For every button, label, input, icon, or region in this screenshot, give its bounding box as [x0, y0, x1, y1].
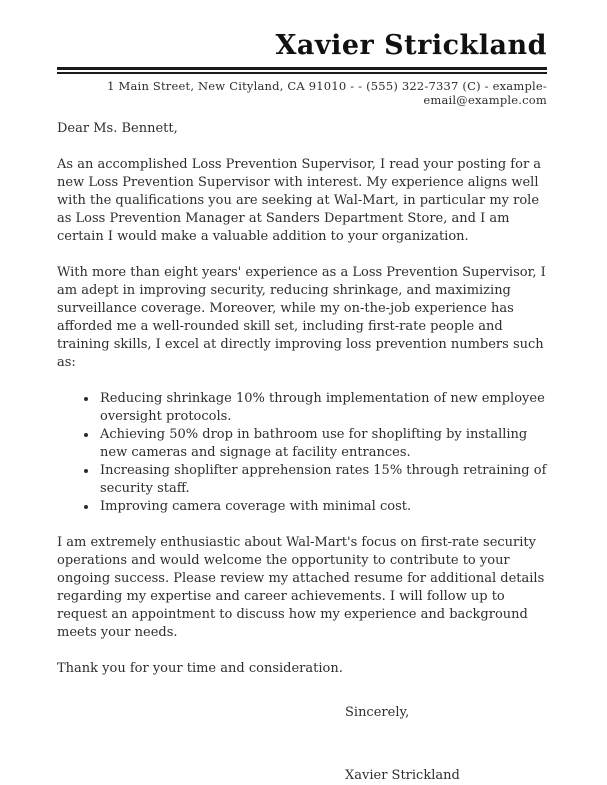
- contact-line: 1 Main Street, New Cityland, CA 91010 - - (555) 322-7337 (C) - example-email@example.com: [107, 79, 547, 108]
- salutation: Dear Ms. Bennett,: [57, 121, 178, 137]
- paragraph-closing: I am extremely enthusiastic about Wal-Mart's focus on first-rate security operations and would welcome the opportunity to contribute to your ongoing success. Please review my attached resume for additional details regarding my expertise and career achievements. I will follow up to request an appointment to discuss how my experience and background meets your needs.: [57, 535, 545, 641]
- signature-name: Xavier Strickland: [345, 768, 460, 784]
- letter-body: [57, 120, 547, 785]
- paragraph-experience: With more than eight years' experience as a Loss Prevention Supervisor, I am adept in improving security, reducing shrinkage, and maximizing surveillance coverage. Moreover, while my on-the-job experience has afforded me a well-rounded skill set, including first-rate people and training skills, I excel at directly improving loss prevention numbers such as:: [57, 265, 546, 371]
- letter-header: [57, 30, 547, 107]
- valediction: Sincerely,: [345, 705, 410, 721]
- signoff-block: [345, 704, 547, 785]
- thank-you-line: Thank you for your time and consideration.: [57, 661, 343, 677]
- achievement-item-shrinkage: • Reducing shrinkage 10% through implementation of new employee oversight protocols.: [98, 390, 547, 426]
- achievement-item-apprehension: • Increasing shoplifter apprehension rates 15% through retraining of security staff.: [98, 462, 547, 498]
- sender-name: Xavier Strickland: [275, 30, 547, 61]
- achievement-item-cameras: • Achieving 50% drop in bathroom use for shoplifting by installing new cameras and signage at facility entrances.: [98, 426, 547, 462]
- achievement-item-coverage: • Improving camera coverage with minimal cost.: [98, 498, 547, 516]
- header-divider: [57, 67, 547, 74]
- achievement-list: [57, 390, 547, 516]
- paragraph-intro: As an accomplished Loss Prevention Supervisor, I read your posting for a new Loss Prevention Supervisor with interest. My experience aligns well with the qualifications you are seeking at Wal-Mart, in particular my role as Loss Prevention Manager at Sanders Department Store, and I am certain I would make a valuable addition to your organization.: [57, 157, 542, 245]
